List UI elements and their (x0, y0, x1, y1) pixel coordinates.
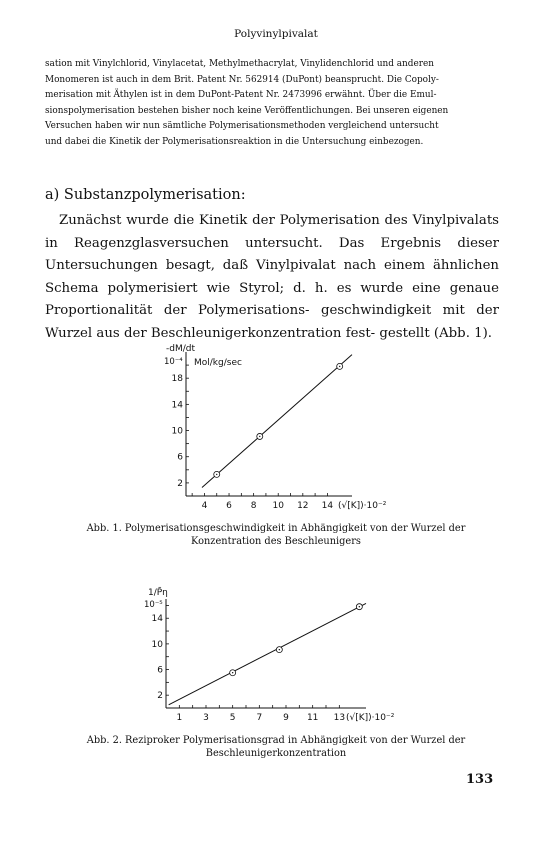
y-exponent-label: 10⁻⁵ (144, 600, 163, 610)
main-paragraph (45, 210, 499, 345)
x-tick-label: 13 (333, 713, 346, 723)
x-tick-label: 12 (297, 501, 309, 511)
data-point-center (259, 436, 260, 437)
data-point-center (359, 606, 360, 607)
section-heading: a) Substanzpolymerisation: (45, 187, 246, 203)
y-tick-label: 18 (171, 374, 183, 385)
data-point-center (339, 366, 340, 367)
y-tick-label: 14 (171, 400, 183, 411)
text-line: und dabei die Kinetik der Polymerisationsreaktion in die Untersuchung einbezogen. (45, 136, 424, 147)
main-text-line: Reagenzglasversuchen untersucht. Das Ergebnis dieser Untersuchungen (45, 235, 499, 273)
y-axis-label: -dM/dt (166, 344, 195, 354)
figure-1 (0, 338, 552, 518)
text-line: Versuchen haben wir nun sämtliche Polymerisationsmethoden vergleichend untersucht (45, 121, 439, 131)
text-line: merisation mit Äthylen ist in dem DuPont-Patent Nr. 2473996 erwähnt. Über die Emul- (45, 90, 437, 100)
x-tick-label: 5 (229, 713, 236, 723)
page-number: 133 (466, 772, 494, 787)
y-unit-label: Mol/kg/sec (194, 358, 242, 368)
x-tick-label: 4 (201, 501, 208, 511)
x-axis-label: (√[K])·10⁻² (338, 501, 387, 511)
intro-paragraph (45, 57, 495, 150)
x-tick-label: 10 (272, 501, 284, 511)
y-tick-label: 14 (151, 614, 163, 625)
figure-2-caption (60, 734, 492, 760)
data-point-center (279, 649, 280, 650)
main-text-line: Styrol; d. h. es wurde eine genaue Proportionalität der Polymerisations- (45, 280, 499, 318)
y-tick-label: 6 (177, 452, 183, 463)
caption-line: Konzentration des Beschleunigers (191, 536, 361, 547)
x-tick-label: 6 (226, 501, 232, 511)
fit-line (169, 603, 366, 704)
fit-line (202, 355, 352, 488)
x-tick-label: 3 (203, 713, 209, 723)
y-exponent-label: 10⁻⁴ (164, 357, 183, 367)
x-tick-label: 8 (250, 501, 257, 511)
y-tick-label: 6 (157, 665, 163, 676)
text-line: sionspolymerisation bestehen bisher noch keine Veröffentlichungen. Bei unseren eigenen (45, 105, 449, 116)
caption-line: Beschleunigerkonzentration (205, 748, 347, 759)
data-point-center (216, 474, 217, 475)
figure-1-caption (60, 522, 492, 548)
x-tick-label: 11 (306, 713, 319, 723)
caption-line: Abb. 1. Polymerisationsgeschwindigkeit in Abhängigkeit von der Wurzel der (86, 523, 466, 534)
x-tick-label: 7 (256, 713, 263, 723)
caption-line: Abb. 2. Reziproker Polymerisationsgrad in Abhängigkeit von der Wurzel der (86, 735, 466, 746)
y-axis-label: 1/P̄η (148, 588, 168, 598)
text-line: Monomeren ist auch in dem Brit. Patent Nr. 562914 (DuPont) beansprucht. Die Copoly- (45, 74, 439, 85)
chart-2 (0, 585, 552, 730)
text-line: sation mit Vinylchlorid, Vinylacetat, Methylmethacrylat, Vinylidenchlorid und anderen (45, 59, 434, 69)
y-tick-label: 10 (171, 426, 183, 437)
main-text-line: gestellt (Abb. 1). (379, 325, 493, 341)
y-tick-label: 2 (177, 478, 183, 489)
x-axis-label: (√[K])·10⁻² (346, 713, 395, 723)
x-tick-label: 1 (176, 713, 183, 723)
y-tick-label: 10 (151, 639, 163, 650)
x-tick-label: 14 (321, 501, 334, 511)
chart-1 (0, 338, 552, 518)
main-text-line: Zunächst wurde die Kinetik der Polymerisation des Vinylpivalats in (45, 213, 499, 251)
x-tick-label: 9 (283, 713, 289, 723)
data-point-center (232, 672, 233, 673)
main-text-line: geschwindigkeit mit der Wurzel aus der Beschleunigerkonzentration fest- (45, 303, 500, 341)
main-text-line: besagt, daß Vinylpivalat nach einem ähnlichen Schema polymerisiert wie (45, 258, 499, 296)
running-title: Polyvinylpivalat (234, 28, 318, 40)
figure-2 (0, 585, 552, 730)
y-tick-label: 2 (157, 691, 163, 702)
